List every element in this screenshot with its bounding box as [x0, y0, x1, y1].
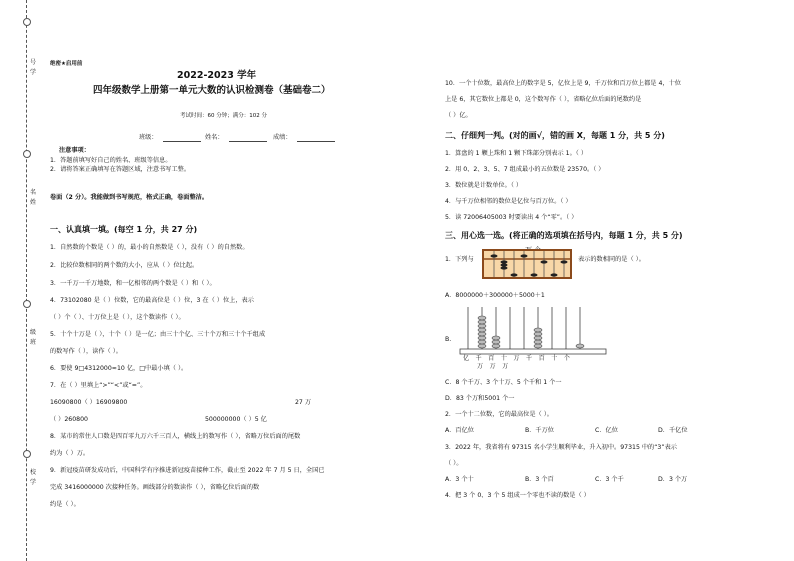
choice-3-option-a: A．3 个十 — [445, 476, 474, 483]
score-label: 成绩： — [273, 134, 292, 141]
binding-hole — [23, 18, 31, 26]
judge-5: 5．读 72006405003 时要读出 4 个“零”。（ ） — [445, 214, 578, 221]
side-label: 学 — [29, 479, 36, 486]
side-label: 姓 — [29, 199, 36, 206]
question-4a: 4．73102080 是（ ）位数，它的最高位是（ ）位，3 在（ ）位上，表示 — [50, 297, 254, 304]
score-field[interactable] — [297, 141, 335, 142]
choice-2-option-b: B．千万位 — [525, 427, 554, 434]
left-column — [45, 0, 420, 561]
question-8a: 8．某市的常住人口数是四百零九万六千三百人，横线上的数写作（ ），省略万位后面的尾数 — [50, 433, 301, 440]
choice-1-stem-end: 表示的数相同的是（ ）。 — [578, 256, 645, 263]
binding-hole — [23, 300, 31, 308]
question-8b: 约为（ ）万。 — [50, 450, 90, 457]
binding-hole — [23, 450, 31, 458]
choice-1-option-c: C．8 个千万、3 个十万、5 个千和 1 个一 — [445, 379, 562, 386]
choice-1-option-b: B. — [445, 336, 452, 343]
section-3-title: 三、用心选一选。(将正确的选项填在括号内，每题 1 分，共 5 分) — [445, 231, 683, 240]
compare-2-left: 27 万 — [295, 399, 312, 406]
rod-labels-second-row: 万万万 — [477, 363, 515, 370]
judge-2: 2．用 0、2、3、5、7 组成最小的五位数是 23570。（ ） — [445, 166, 605, 173]
class-field[interactable] — [163, 141, 201, 142]
choice-3-option-b: B．3 个百 — [525, 476, 554, 483]
note-2: 2．请将答案正确填写在答题区域，注意书写工整。 — [50, 166, 191, 173]
question-1: 1．自然数的个数是（ ）的，最小的自然数是（ ），没有（ ）的自然数。 — [50, 244, 249, 251]
question-9b: 完成 3416000000 次接种任务。画线部分的数读作（ ），省略亿位后面的数 — [50, 484, 260, 491]
compare-3: 500000000（ ）5 亿 — [205, 416, 267, 423]
question-10c: （ ）亿。 — [445, 112, 472, 119]
choice-3-option-d: D．3 个万 — [658, 476, 688, 483]
choice-3-stem-end: （ ）。 — [445, 460, 463, 467]
abacus-icon — [482, 246, 572, 280]
side-label: 级 — [29, 329, 36, 336]
choice-2-option-d: D．千亿位 — [658, 427, 688, 434]
right-column — [430, 0, 785, 561]
choice-3-option-c: C．3 个千 — [595, 476, 624, 483]
name-field[interactable] — [229, 141, 267, 142]
question-9a: 9．新冠疫苗研发成功后，中国科学有序推进新冠疫苗接种工作，截止至 2022 年 7 月 5 日，全国已 — [50, 467, 325, 474]
note-1: 1．答题前填写好自己的姓名、班级等信息。 — [50, 157, 172, 164]
judge-3: 3．数位就是计数单位。（ ） — [445, 182, 523, 189]
side-label: 学 — [29, 69, 36, 76]
side-label: 号 — [29, 59, 36, 66]
binding-strip — [0, 0, 44, 561]
question-6: 6．要使 9□4312000≈10 亿，□中最小填（ ）。 — [50, 365, 188, 372]
counting-frame-icon — [458, 303, 608, 355]
exam-meta: 考试时间：60 分钟；满分：102 分 — [180, 113, 267, 119]
choice-2-option-c: C．亿位 — [595, 427, 618, 434]
side-label: 名 — [29, 189, 36, 196]
choice-1-stem: 1．下列与 — [445, 256, 474, 263]
choice-2-stem: 2．一个十二位数，它的最高位是（ ）。 — [445, 411, 553, 418]
secret-mark: 绝密★启用前 — [50, 61, 83, 67]
question-9c: 约是（ ）。 — [50, 501, 80, 508]
question-2: 2．比较位数相同的两个数的大小，应从（ ）位比起。 — [50, 262, 199, 269]
page-title: 四年级数学上册第一单元大数的认识检测卷（基础卷二） — [93, 85, 331, 96]
question-10b: 上是 6，其它数位上都是 0，这个数写作（ ），省略亿位后面的尾数约是 — [445, 96, 642, 103]
compare-2-right: （ ）260800 — [50, 416, 88, 423]
cut-line — [26, 0, 27, 561]
notes-title: 注意事项： — [59, 147, 90, 154]
question-10a: 10．一个十位数，最高位上的数字是 5，亿位上是 9，千万位和百万位上都是 4，十位 — [445, 80, 681, 87]
rod-labels: 亿千百十万千百十个 — [463, 355, 577, 362]
choice-2-option-a: A．百亿位 — [445, 427, 474, 434]
question-5b: 的数写作（ ），读作（ ）。 — [50, 348, 122, 355]
class-label: 班级： — [139, 134, 158, 141]
choice-3-stem: 3．2022 年，我省将有 97315 名小学生顺利毕业，升入初中。97315 中的“3”表示 — [445, 444, 677, 451]
question-3: 3．一千万一千万地数，和一亿相邻的两个数是（ ）和（ ）。 — [50, 280, 216, 287]
compare-1: 16090800（ ）16909800 — [50, 399, 128, 406]
section-1-title: 一、认真填一填。(每空 1 分，共 27 分) — [50, 225, 198, 234]
exam-year: 2022-2023 学年 — [177, 70, 257, 81]
name-label: 姓名： — [205, 134, 224, 141]
side-label: 校 — [29, 469, 36, 476]
choice-4-stem: 4．把 3 个 0、3 个 5 组成一个零也不读的数是（ ） — [445, 492, 590, 499]
choice-1-option-d: D．83 个万和5001 个一 — [445, 395, 515, 402]
judge-4: 4．与千万位相邻的数位是亿位与百万位。（ ） — [445, 198, 572, 205]
binding-hole — [23, 150, 31, 158]
question-5a: 5．十个十万是（ ），十个（ ）是一亿；由三十个亿、三十个万和三十个千组成 — [50, 331, 266, 338]
judge-1: 1．算盘的 1 颗上珠和 1 颗下珠部分别表示 1。（ ） — [445, 150, 588, 157]
side-label: 班 — [29, 339, 36, 346]
question-7: 7．在（ ）里填上“>”“<”或“=”。 — [50, 382, 147, 389]
choice-1-option-a: A．8000000＋300000＋5000＋1 — [445, 292, 545, 299]
neatness-note: 卷面（2 分）。我能做到书写规范，格式正确，卷面整洁。 — [50, 194, 209, 201]
section-2-title: 二、仔细判一判。(对的画√，错的画 X，每题 1 分，共 5 分) — [445, 131, 665, 140]
question-4b: （ ）个（ ）、十万位上是（ ），这个数读作（ ）。 — [50, 314, 185, 321]
